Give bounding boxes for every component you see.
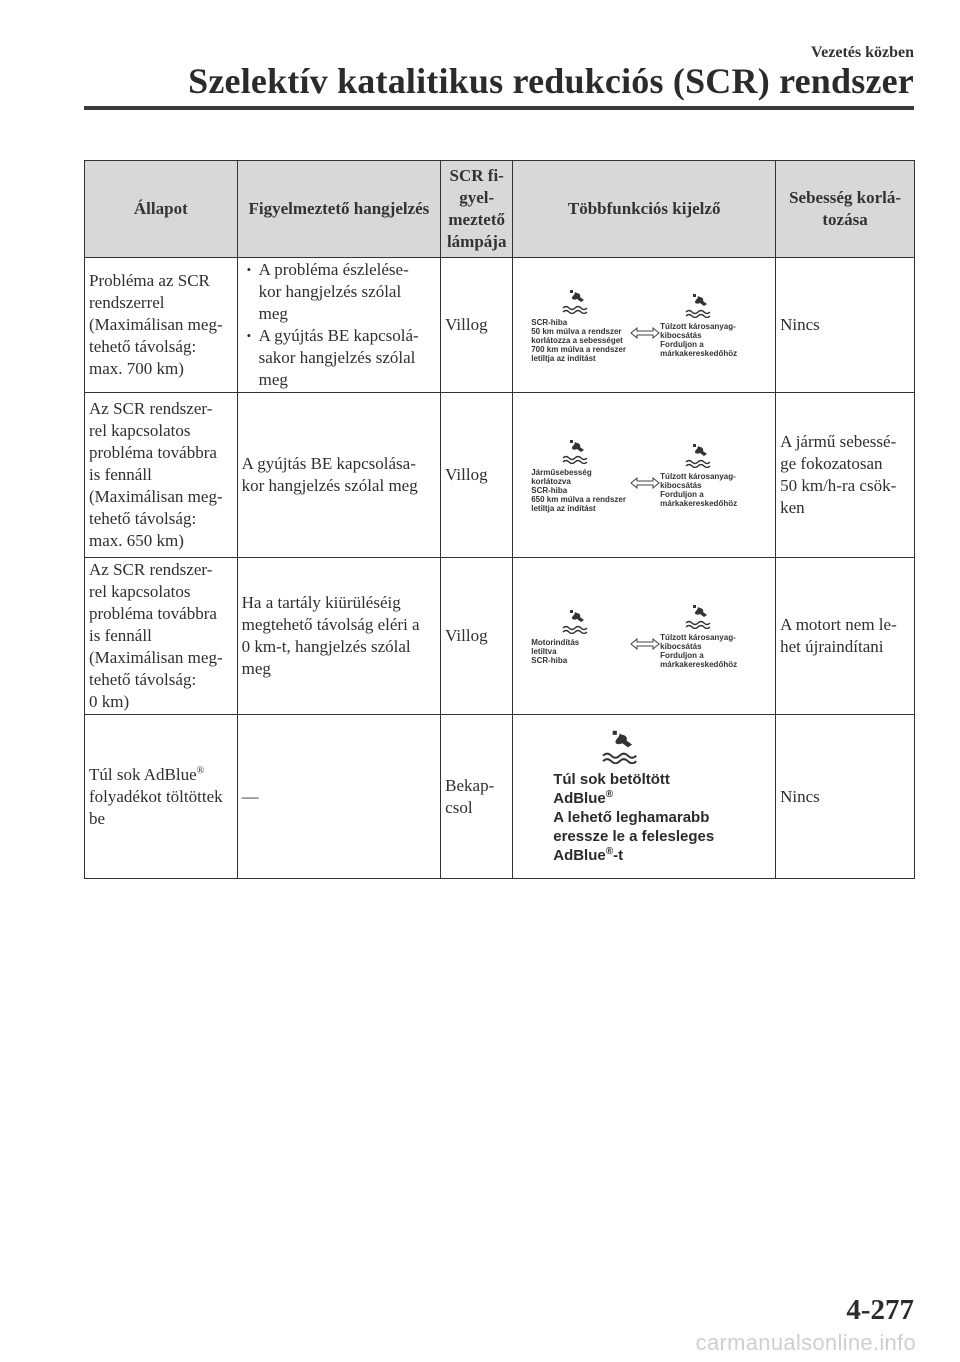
double-arrow-icon xyxy=(630,477,660,489)
text-line: het újraindítani xyxy=(780,637,884,656)
text-line: 50 km múlva a rendszer xyxy=(531,326,622,336)
page-title: Szelektív katalitikus redukciós (SCR) rendszer xyxy=(188,61,914,101)
text-line: Állapot xyxy=(133,199,188,218)
display-screen-right xyxy=(660,442,759,508)
adblue-warning-icon xyxy=(561,438,591,464)
text-line: kor hangjelzés szólal meg xyxy=(241,476,418,495)
double-arrow-icon xyxy=(630,327,660,339)
text-line: Túlzott károsanyag- xyxy=(660,472,736,481)
speed-cell xyxy=(776,715,915,879)
adblue-warning-icon xyxy=(599,728,643,764)
text-line: Forduljon a xyxy=(660,651,704,660)
state-cell: Túl sok AdBlue® folyadékot töltöttek be xyxy=(85,715,238,879)
text-line: A gyújtás BE kapcsolása- xyxy=(241,454,416,473)
text-line: SCR-hiba xyxy=(531,485,568,495)
text-line: A probléma észlelése- xyxy=(258,260,409,279)
display-screen: Túl sok betöltött AdBlue® A lehető leghamarabb eressze le a felesleges AdBlue®-t xyxy=(517,728,771,865)
section-label: Vezetés közben xyxy=(811,44,914,61)
text-line: A gyújtás BE kapcsolá- xyxy=(258,326,419,345)
text-line: Többfunkciós kijelző xyxy=(567,199,721,218)
watermark: carmanualsonline.info xyxy=(695,1330,916,1355)
text-line: 650 km múlva a rendszer xyxy=(531,494,626,504)
text-line: meg xyxy=(258,304,288,323)
display-screen-left xyxy=(531,608,630,665)
state-cell xyxy=(85,393,238,558)
text-line: Bekap- xyxy=(445,775,495,795)
text-line: tozása xyxy=(822,210,868,229)
text-line: tehető távolság: xyxy=(89,670,197,689)
text-line: Járműsebesség xyxy=(531,467,592,477)
table-row xyxy=(85,715,915,879)
table-row xyxy=(85,393,915,558)
text-line: korlátozva xyxy=(531,476,571,486)
text-line: 700 km múlva a rendszer xyxy=(531,344,626,354)
text-line: sakor hangjelzés szólal xyxy=(258,348,416,367)
text-line: probléma továbbra xyxy=(89,604,217,623)
sound-bullets xyxy=(242,259,437,391)
text-line: tehető távolság: xyxy=(89,337,197,356)
text-line: Nincs xyxy=(780,786,820,806)
text-line: max. 650 km) xyxy=(89,531,184,550)
text-line: lámpája xyxy=(446,232,507,251)
sound-cell xyxy=(237,258,441,393)
text-line: Villog xyxy=(445,465,488,484)
text-line: A motort nem le- xyxy=(780,615,897,634)
text-line: Ha a tartály kiürüléséig xyxy=(241,593,401,612)
lamp-cell xyxy=(441,258,513,393)
sound-cell xyxy=(237,715,441,879)
text-line: Probléma az SCR xyxy=(89,271,210,290)
speed-cell xyxy=(776,258,915,393)
text-line: Túlzott károsanyag- xyxy=(660,633,736,642)
header-warning-sound xyxy=(237,161,441,258)
text-line: gyel- xyxy=(459,188,495,207)
adblue-warning-icon xyxy=(684,292,714,318)
adblue-warning-icon xyxy=(561,288,591,314)
speed-cell xyxy=(776,393,915,558)
text-line: Túlzott károsanyag- xyxy=(660,322,736,331)
text-line: is fennáll xyxy=(89,465,152,484)
speed-cell xyxy=(776,558,915,715)
text-line: (Maximálisan meg- xyxy=(89,315,223,334)
adblue-warning-icon xyxy=(684,603,714,629)
sound-cell xyxy=(237,393,441,558)
adblue-warning-icon xyxy=(561,608,591,634)
text-line: kibocsátás xyxy=(660,481,702,490)
text-line: SCR-hiba xyxy=(531,655,568,665)
text-line: 0 km-t, hangjelzés szólal xyxy=(241,637,411,656)
text-line: SCR-hiba xyxy=(531,317,568,327)
lamp-cell xyxy=(441,715,513,879)
text-line: 50 km/h-ra csök- xyxy=(780,476,897,495)
lamp-cell xyxy=(441,393,513,558)
scr-status-table xyxy=(84,160,915,879)
header-speed-limit xyxy=(776,161,915,258)
text-line: kibocsátás xyxy=(660,331,702,340)
text-line: Forduljon a xyxy=(660,490,704,499)
text-line: rendszerrel xyxy=(89,293,165,312)
display-screen-left xyxy=(531,438,630,513)
text-line: márkakereskedőhöz xyxy=(660,349,738,358)
text-line: kibocsátás xyxy=(660,642,702,651)
text-line: Villog xyxy=(445,626,488,645)
text-line: Az SCR rendszer- xyxy=(89,399,213,418)
text-line: letiltja az indítást xyxy=(531,503,596,513)
text-line: Nincs xyxy=(780,315,820,334)
display-screen-right xyxy=(660,292,759,358)
text-line: márkakereskedőhöz xyxy=(660,499,738,508)
text-line: csol xyxy=(445,797,473,817)
table-row xyxy=(85,558,915,715)
state-cell xyxy=(85,558,238,715)
text-line: tehető távolság: xyxy=(89,509,197,528)
text-line: Forduljon a xyxy=(660,340,704,349)
text-line: Sebesség korlá- xyxy=(789,188,902,207)
lamp-cell xyxy=(441,558,513,715)
display-cell xyxy=(513,715,776,879)
header-state xyxy=(85,161,238,258)
text-line: (Maximálisan meg- xyxy=(89,648,223,667)
page-number: 4-277 xyxy=(846,1294,914,1326)
text-line: kor hangjelzés szólal xyxy=(258,282,402,301)
state-cell xyxy=(85,258,238,393)
table-header-row xyxy=(85,161,915,258)
text-line: Az SCR rendszer- xyxy=(89,560,213,579)
text-line: márkakereskedőhöz xyxy=(660,660,738,669)
double-arrow-icon xyxy=(630,638,660,650)
text-line: meztető xyxy=(448,210,505,229)
text-line: Motorindítás xyxy=(531,637,580,647)
text-line: meg xyxy=(241,659,271,678)
text-line: 0 km) xyxy=(89,692,130,711)
table-row xyxy=(85,258,915,393)
text-line: ge fokozatosan xyxy=(780,454,883,473)
text-line: — xyxy=(241,786,259,806)
display-cell xyxy=(513,258,776,393)
text-line: rel kapcsolatos xyxy=(89,582,191,601)
text-line: is fennáll xyxy=(89,626,152,645)
bullet-item xyxy=(242,259,437,325)
text-line: ken xyxy=(780,498,805,517)
display-screen-left xyxy=(531,288,630,363)
header-multifunction-display xyxy=(513,161,776,258)
text-line: megtehető távolság eléri a xyxy=(241,615,420,634)
text-line: probléma továbbra xyxy=(89,443,217,462)
title-rule xyxy=(84,106,914,110)
text-line: max. 700 km) xyxy=(89,359,184,378)
text-line: korlátozza a sebességet xyxy=(531,335,623,345)
sound-cell xyxy=(237,558,441,715)
header-scr-lamp xyxy=(441,161,513,258)
display-screen-right xyxy=(660,603,759,669)
text-line: SCR fi- xyxy=(449,166,504,185)
text-line: Figyelmeztető hangjelzés xyxy=(248,199,430,218)
adblue-warning-icon xyxy=(684,442,714,468)
text-line: (Maximálisan meg- xyxy=(89,487,223,506)
bullet-item xyxy=(242,325,437,391)
text-line: letiltja az indítást xyxy=(531,353,596,363)
text-line: Villog xyxy=(445,315,488,334)
text-line: A jármű sebessé- xyxy=(780,432,897,451)
text-line: rel kapcsolatos xyxy=(89,421,191,440)
text-line: meg xyxy=(258,370,288,389)
display-cell xyxy=(513,393,776,558)
text-line: letiltva xyxy=(531,646,557,656)
display-cell xyxy=(513,558,776,715)
